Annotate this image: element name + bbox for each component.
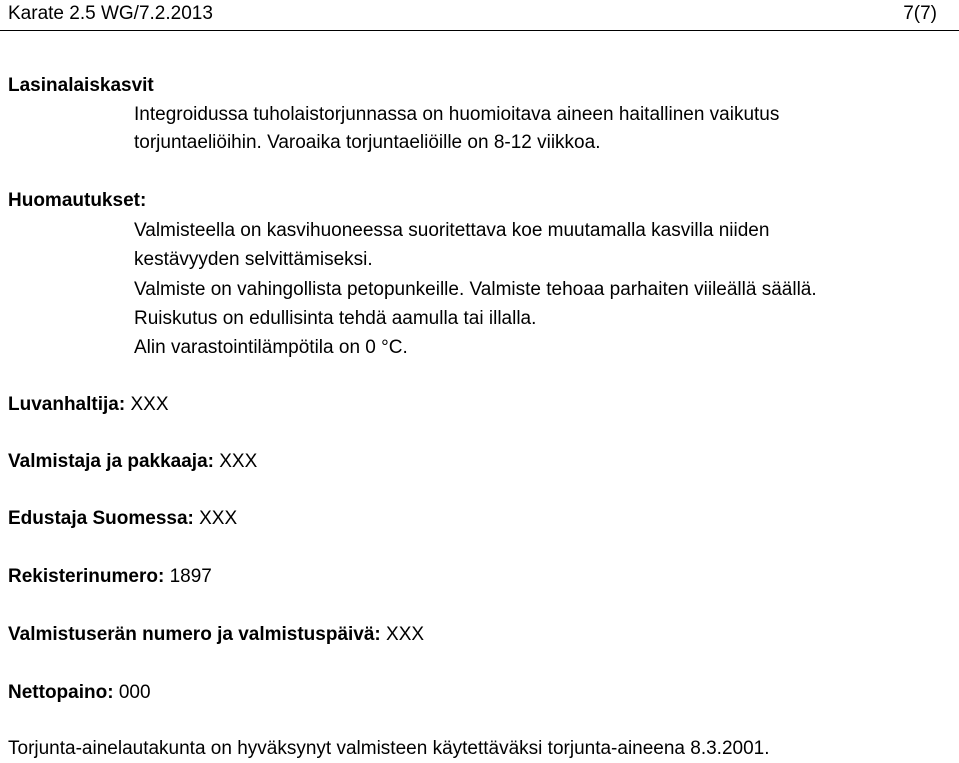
lasinalaiskasvit-line-2: torjuntaeliöihin. Varoaika torjuntaeliöille on 8-12 viikkoa. (134, 132, 601, 153)
field-value: 000 (118, 682, 151, 703)
header-left: Karate 2.5 WG/7.2.2013 (8, 3, 213, 24)
field-value: XXX (130, 394, 169, 415)
huomautukset-line-3: Valmiste on vahingollista petopunkeille. Valmiste tehoaa parhaiten viileällä säällä. (134, 279, 817, 300)
lasinalaiskasvit-line-1: Integroidussa tuholaistorjunnassa on huomioitava aineen haitallinen vaikutus (134, 104, 780, 125)
page-number: 7(7) (903, 3, 937, 24)
field-luvanhaltija (8, 393, 169, 417)
field-edustaja (8, 507, 237, 531)
field-value: XXX (386, 624, 425, 645)
section-heading-huomautukset: Huomautukset: (8, 190, 147, 211)
field-rekisterinumero (8, 565, 212, 589)
field-nettopaino (8, 681, 151, 705)
field-label: Valmistaja ja pakkaaja: (8, 451, 214, 472)
field-label: Nettopaino: (8, 682, 114, 703)
field-value: XXX (199, 508, 238, 529)
field-label: Edustaja Suomessa: (8, 508, 194, 529)
field-value: XXX (219, 451, 258, 472)
huomautukset-line-2: kestävyyden selvittämiseksi. (134, 249, 373, 270)
huomautukset-line-5: Alin varastointilämpötila on 0 °C. (134, 337, 408, 358)
field-value: 1897 (169, 566, 212, 587)
huomautukset-line-4: Ruiskutus on edullisinta tehdä aamulla tai illalla. (134, 308, 537, 329)
huomautukset-line-1: Valmisteella on kasvihuoneessa suoritettava koe muutamalla kasvilla niiden (134, 220, 770, 241)
approval-statement: Torjunta-ainelautakunta on hyväksynyt valmisteen käytettäväksi torjunta-aineena 8.3.2001. (8, 738, 770, 759)
field-valmistuseran-numero (8, 623, 424, 647)
section-heading-lasinalaiskasvit: Lasinalaiskasvit (8, 75, 154, 96)
field-label: Rekisterinumero: (8, 566, 165, 587)
header-divider (0, 30, 959, 31)
field-label: Valmistuserän numero ja valmistuspäivä: (8, 624, 381, 645)
field-label: Luvanhaltija: (8, 394, 126, 415)
field-valmistaja (8, 450, 257, 474)
